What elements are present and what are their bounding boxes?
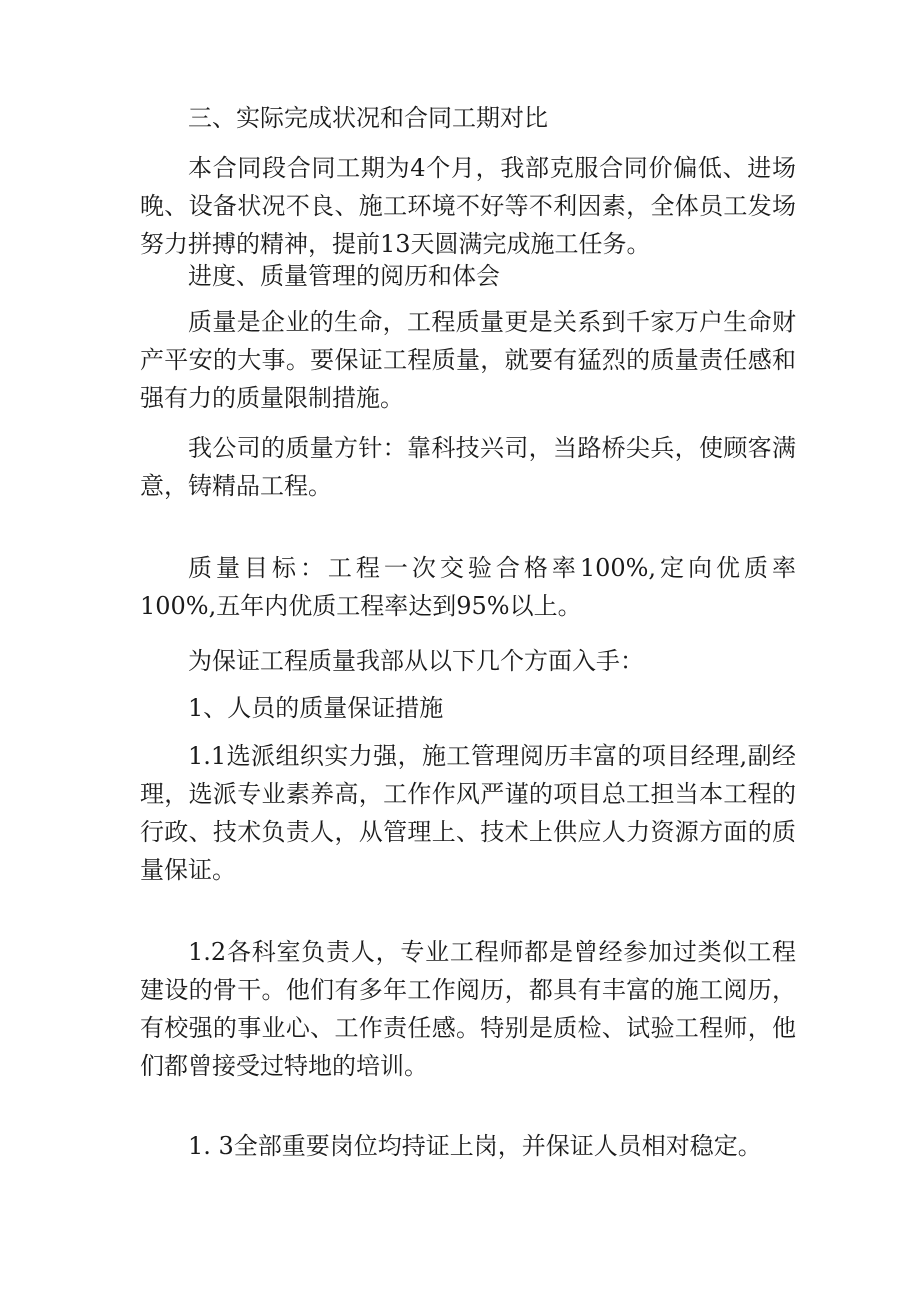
paragraph-quality-policy: 我公司的质量方针：靠科技兴司，当路桥尖兵，使顾客满意，铸精品工程。 <box>140 434 796 500</box>
list-heading-1: 1、人员的质量保证措施 <box>188 694 444 722</box>
paragraph-quality-target: 质量目标：工程一次交验合格率100%,定向优质率100%,五年内优质工程率达到95%以上。 <box>140 554 796 620</box>
list-item-1-1: 1.1选派组织实力强，施工管理阅历丰富的项目经理,副经理，选派专业素养高，工作作风严谨的项目总工担当本工程的行政、技术负责人，从管理上、技术上供应人力资源方面的质量保证。 <box>140 742 796 884</box>
paragraph-approach-intro: 为保证工程质量我部从以下几个方面入手： <box>188 647 644 675</box>
section-heading-3: 三、实际完成状况和合同工期对比 <box>188 104 548 132</box>
list-item-1-2: 1.2各科室负责人，专业工程师都是曾经参加过类似工程建设的骨干。他们有多年工作阅历，都具有丰富的施工阅历，有校强的事业心、工作责任感。特别是质检、试验工程师，他们都曾接受过特地的培训。 <box>140 938 796 1080</box>
list-item-1-3: 1. 3全部重要岗位均持证上岗，并保证人员相对稳定。 <box>188 1132 762 1160</box>
paragraph-quality-importance: 质量是企业的生命，工程质量更是关系到千家万户生命财产平安的大事。要保证工程质量，就要有猛烈的质量责任感和强有力的质量限制措施。 <box>140 308 796 412</box>
paragraph-schedule-comparison: 本合同段合同工期为4个月，我部克服合同价偏低、进场晚、设备状况不良、施工环境不好等不利因素，全体员工发场努力拼搏的精神，提前13天圆满完成施工任务。 <box>140 154 796 258</box>
subheading-experience: 进度、质量管理的阅历和体会 <box>188 262 500 290</box>
